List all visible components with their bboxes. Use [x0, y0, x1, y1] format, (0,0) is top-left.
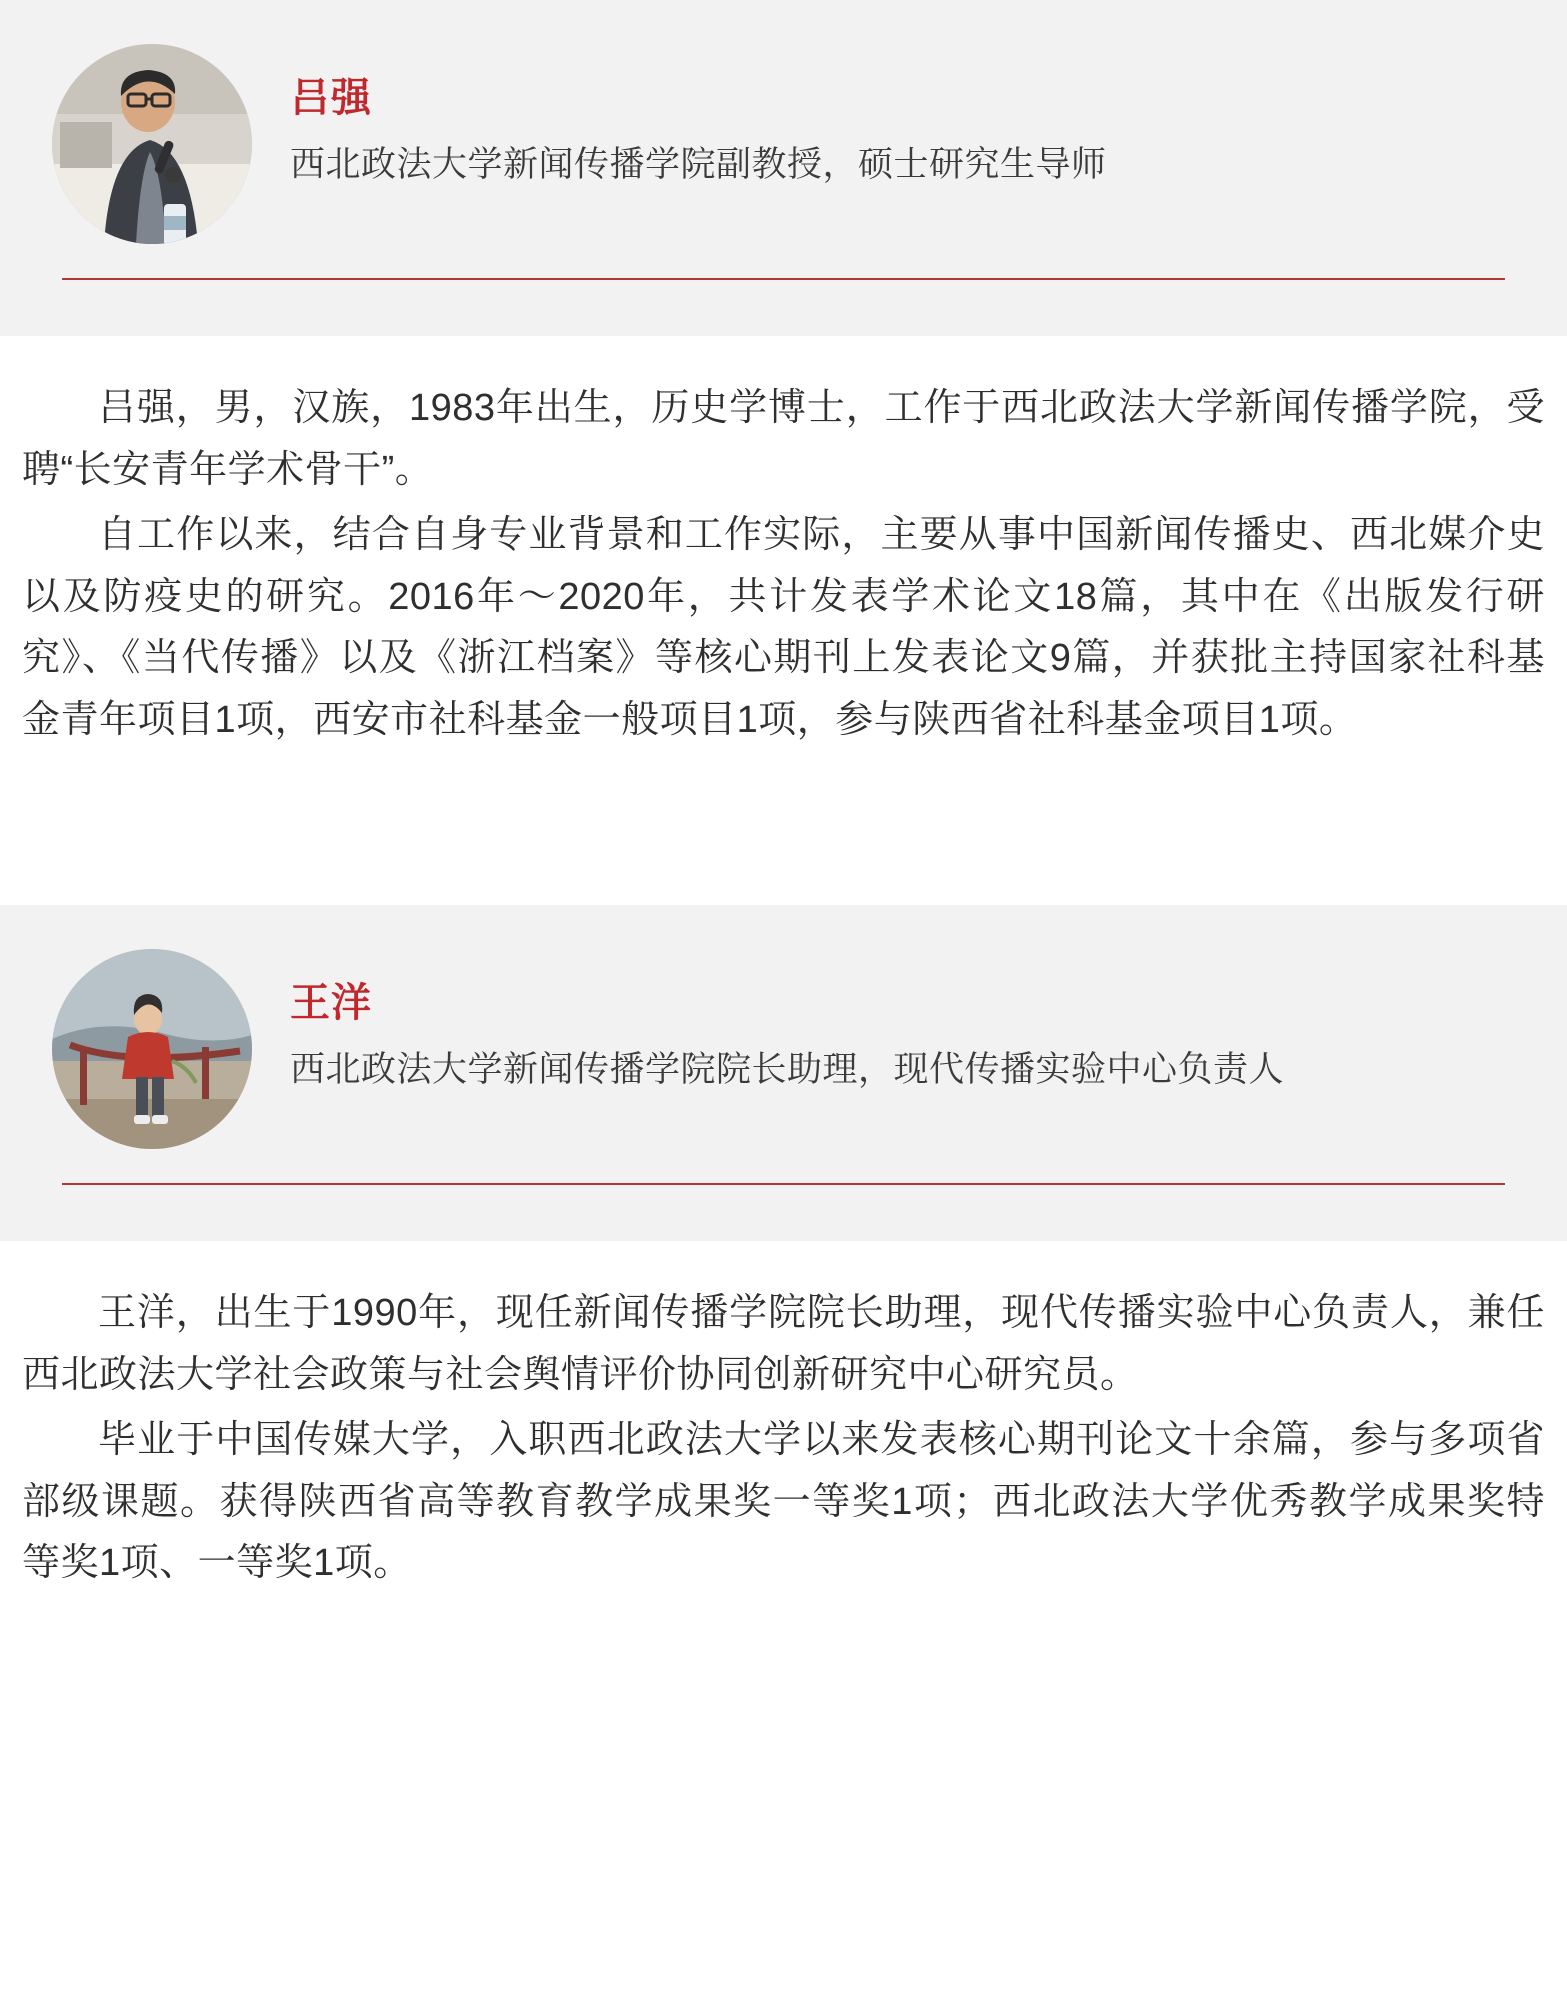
profile-name: 吕强	[290, 76, 372, 120]
card-bottom-spacer	[52, 1185, 1515, 1241]
bio-paragraph: 吕强，男，汉族，1983年出生，历史学博士，工作于西北政法大学新闻传播学院，受聘“长安青年学术骨干”。	[22, 387, 1545, 491]
bio-2	[0, 1241, 1567, 1595]
profile-title: 西北政法大学新闻传播学院副教授，硕士研究生导师	[290, 145, 1107, 184]
portrait-photo-man-with-microphone-icon	[52, 44, 252, 244]
bio-paragraph: 自工作以来，结合自身专业背景和工作实际，主要从事中国新闻传播史、西北媒介史以及防疫史的研究。2016年～2020年，共计发表学术论文18篇，其中在《出版发行研究》、《当代传播》以及《浙江档案》等核心期刊上发表论文9篇，并获批主持国家社科基金青年项目1项，西安市社科基金一般项目1项，参与陕西省社科基金项目1项。	[22, 514, 1545, 741]
avatar	[52, 44, 252, 244]
profile-text	[290, 44, 1515, 191]
profile-card-1	[0, 0, 1567, 336]
bio-1	[0, 336, 1567, 751]
section-gap	[0, 755, 1567, 905]
profile-header-row	[52, 949, 1515, 1149]
profile-header-row	[52, 44, 1515, 244]
profile-card-2	[0, 905, 1567, 1241]
profile-title: 西北政法大学新闻传播学院院长助理，现代传播实验中心负责人	[290, 1050, 1285, 1090]
profile-name: 王洋	[290, 981, 372, 1026]
avatar	[52, 949, 252, 1149]
portrait-photo-woman-outdoors-icon	[52, 949, 252, 1149]
page-bottom-padding	[0, 1599, 1567, 1639]
bio-paragraph: 王洋，出生于1990年，现任新闻传播学院院长助理，现代传播实验中心负责人，兼任西北政法大学社会政策与社会舆情评价协同创新研究中心研究员。	[22, 1292, 1545, 1396]
card-bottom-spacer	[52, 280, 1515, 336]
bio-paragraph: 毕业于中国传媒大学，入职西北政法大学以来发表核心期刊论文十余篇，参与多项省部级课题。获得陕西省高等教育教学成果奖一等奖1项；西北政法大学优秀教学成果奖特等奖1项、一等奖1项。	[22, 1419, 1545, 1585]
profile-text	[290, 949, 1515, 1096]
